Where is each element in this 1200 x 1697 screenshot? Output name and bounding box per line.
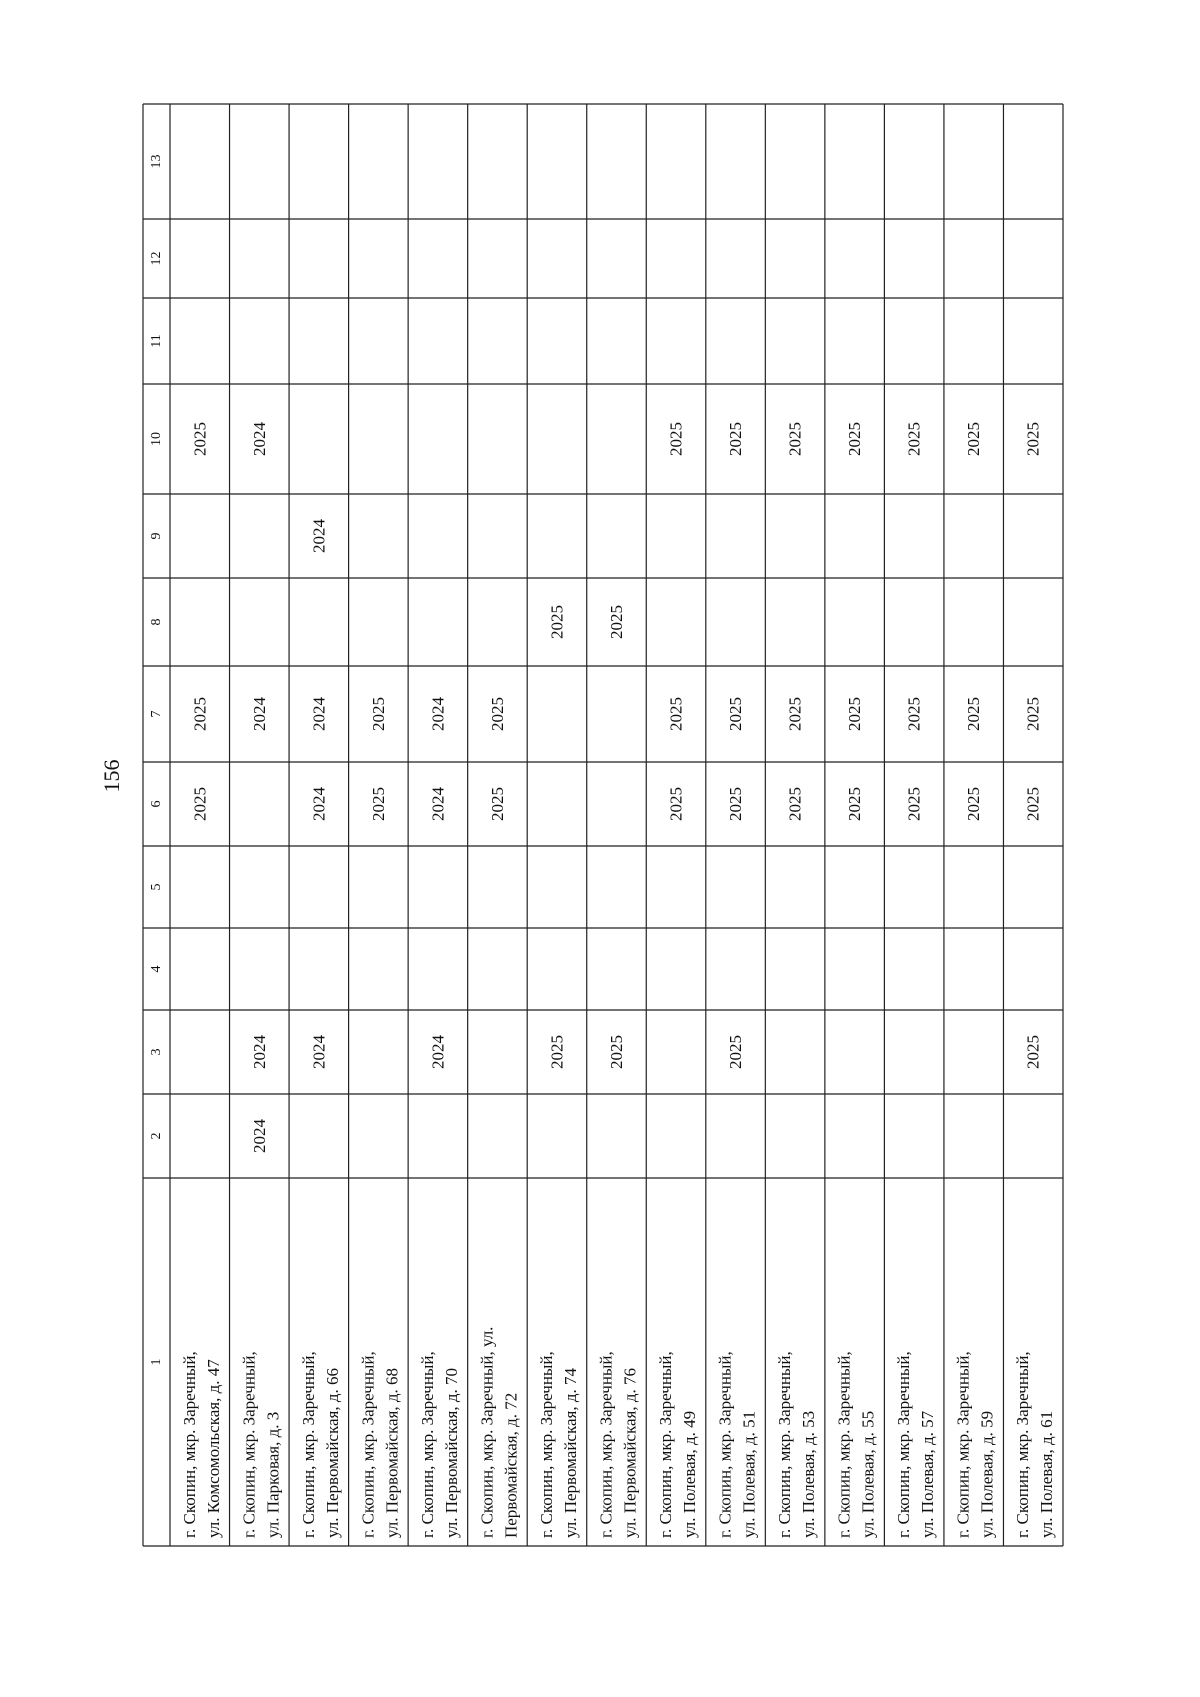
address-line: ул. Комсомольская, д. 47 <box>203 1359 223 1538</box>
address-line: г. Скопин, мкр. Заречный, <box>775 1351 795 1538</box>
address-line: г. Скопин, мкр. Заречный, <box>179 1351 199 1538</box>
address-line: г. Скопин, мкр. Заречный, <box>656 1351 676 1538</box>
year-cell: 2025 <box>666 697 686 731</box>
year-cell: 2024 <box>428 1035 448 1069</box>
address-cell <box>477 1327 520 1538</box>
address-line: г. Скопин, мкр. Заречный, <box>894 1351 914 1538</box>
year-cell: 2024 <box>249 422 269 456</box>
year-cell: 2025 <box>904 787 924 821</box>
address-line: ул. Полевая, д. 53 <box>799 1410 819 1538</box>
year-cell: 2025 <box>1023 1035 1043 1069</box>
address-cell <box>954 1351 997 1538</box>
year-cell: 2025 <box>964 697 984 731</box>
address-cell <box>299 1351 342 1538</box>
year-cell: 2025 <box>785 697 805 731</box>
year-cell: 2025 <box>547 605 567 639</box>
year-cell: 2024 <box>249 1035 269 1069</box>
year-cell: 2025 <box>845 422 865 456</box>
year-cell: 2025 <box>726 787 746 821</box>
column-number-header: 11 <box>149 334 164 348</box>
year-cell: 2025 <box>726 697 746 731</box>
year-cell: 2025 <box>726 422 746 456</box>
address-cell <box>239 1351 282 1538</box>
year-cell: 2024 <box>249 1119 269 1153</box>
year-cell: 2024 <box>309 697 329 731</box>
column-number-header: 6 <box>149 800 164 808</box>
address-line: г. Скопин, мкр. Заречный, <box>536 1351 556 1538</box>
address-line: г. Скопин, мкр. Заречный, <box>715 1351 735 1538</box>
year-cell: 2024 <box>309 1035 329 1069</box>
column-number-header: 12 <box>149 251 164 266</box>
year-cell: 2025 <box>368 787 388 821</box>
address-line: г. Скопин, мкр. Заречный, <box>596 1351 616 1538</box>
year-cell: 2024 <box>428 787 448 821</box>
column-number-header: 2 <box>149 1132 164 1140</box>
address-line: ул. Первомайская, д. 76 <box>620 1368 640 1538</box>
year-cell: 2025 <box>964 787 984 821</box>
column-number-header: 10 <box>149 432 164 446</box>
page-number-text: 156 <box>99 759 124 793</box>
address-line: ул. Полевая, д. 57 <box>918 1410 938 1538</box>
address-line: ул. Полевая, д. 55 <box>858 1410 878 1538</box>
address-cell <box>835 1351 878 1538</box>
address-cell <box>1013 1351 1056 1538</box>
address-cell <box>180 1351 223 1538</box>
year-cell: 2025 <box>904 422 924 456</box>
address-cell <box>894 1351 937 1538</box>
year-cell: 2025 <box>1023 787 1043 821</box>
address-line: г. Скопин, мкр. Заречный, <box>239 1351 259 1538</box>
address-line: Первомайская, д. 72 <box>501 1392 521 1538</box>
year-cell: 2025 <box>487 787 507 821</box>
year-cell: 2025 <box>785 422 805 456</box>
address-cell <box>597 1351 640 1538</box>
address-line: ул. Полевая, д. 51 <box>739 1410 759 1538</box>
address-cell <box>656 1351 699 1538</box>
address-cell <box>716 1351 759 1538</box>
year-cell: 2025 <box>190 697 210 731</box>
column-number-header: 1 <box>149 1358 164 1366</box>
address-cell <box>358 1351 401 1538</box>
address-line: ул. Полевая, д. 49 <box>680 1410 700 1538</box>
address-line: ул. Первомайская, д. 66 <box>322 1368 342 1538</box>
column-number-header: 4 <box>149 965 164 973</box>
column-number-header: 7 <box>149 710 164 718</box>
column-number-header: 9 <box>149 532 164 540</box>
year-cell: 2025 <box>666 787 686 821</box>
year-cell: 2025 <box>190 422 210 456</box>
year-cell: 2025 <box>904 697 924 731</box>
year-cell: 2025 <box>487 697 507 731</box>
address-line: г. Скопин, мкр. Заречный, <box>358 1351 378 1538</box>
address-cell <box>537 1351 580 1538</box>
column-number-header: 8 <box>149 618 164 626</box>
column-number-header: 13 <box>149 154 164 169</box>
year-cell: 2025 <box>964 422 984 456</box>
year-cell: 2024 <box>249 697 269 731</box>
year-cell: 2025 <box>368 697 388 731</box>
column-number-header: 5 <box>149 883 164 891</box>
address-line: г. Скопин, мкр. Заречный, <box>834 1351 854 1538</box>
address-line: г. Скопин, мкр. Заречный, <box>298 1351 318 1538</box>
address-line: ул. Первомайская, д. 70 <box>441 1368 461 1538</box>
year-cell: 2025 <box>726 1035 746 1069</box>
address-line: г. Скопин, мкр. Заречный, <box>1013 1351 1033 1538</box>
address-line: г. Скопин, мкр. Заречный, <box>953 1351 973 1538</box>
year-cell: 2025 <box>845 787 865 821</box>
address-line: г. Скопин, мкр. Заречный, <box>417 1351 437 1538</box>
address-line: ул. Первомайская, д. 68 <box>382 1368 402 1538</box>
address-line: ул. Парковая, д. 3 <box>263 1411 283 1538</box>
address-cell <box>775 1351 818 1538</box>
year-cell: 2025 <box>607 605 626 639</box>
address-line: ул. Полевая, д. 61 <box>1037 1410 1057 1538</box>
year-cell: 2025 <box>1023 697 1043 731</box>
year-cell: 2025 <box>547 1035 567 1069</box>
address-line: ул. Первомайская, д. 74 <box>560 1368 580 1538</box>
address-line: г. Скопин, мкр. Заречный, ул. <box>477 1326 497 1538</box>
year-cell: 2024 <box>309 787 329 821</box>
year-cell: 2025 <box>845 697 865 731</box>
address-line: ул. Полевая, д. 59 <box>977 1410 997 1538</box>
year-cell: 2025 <box>785 787 805 821</box>
year-cell: 2024 <box>428 697 448 731</box>
year-cell: 2025 <box>190 787 210 821</box>
address-cell <box>418 1351 461 1538</box>
year-cell: 2025 <box>666 422 686 456</box>
year-cell: 2025 <box>1023 422 1043 456</box>
year-cell: 2024 <box>309 519 329 553</box>
year-cell: 2025 <box>607 1035 626 1069</box>
column-number-header: 3 <box>149 1048 164 1056</box>
